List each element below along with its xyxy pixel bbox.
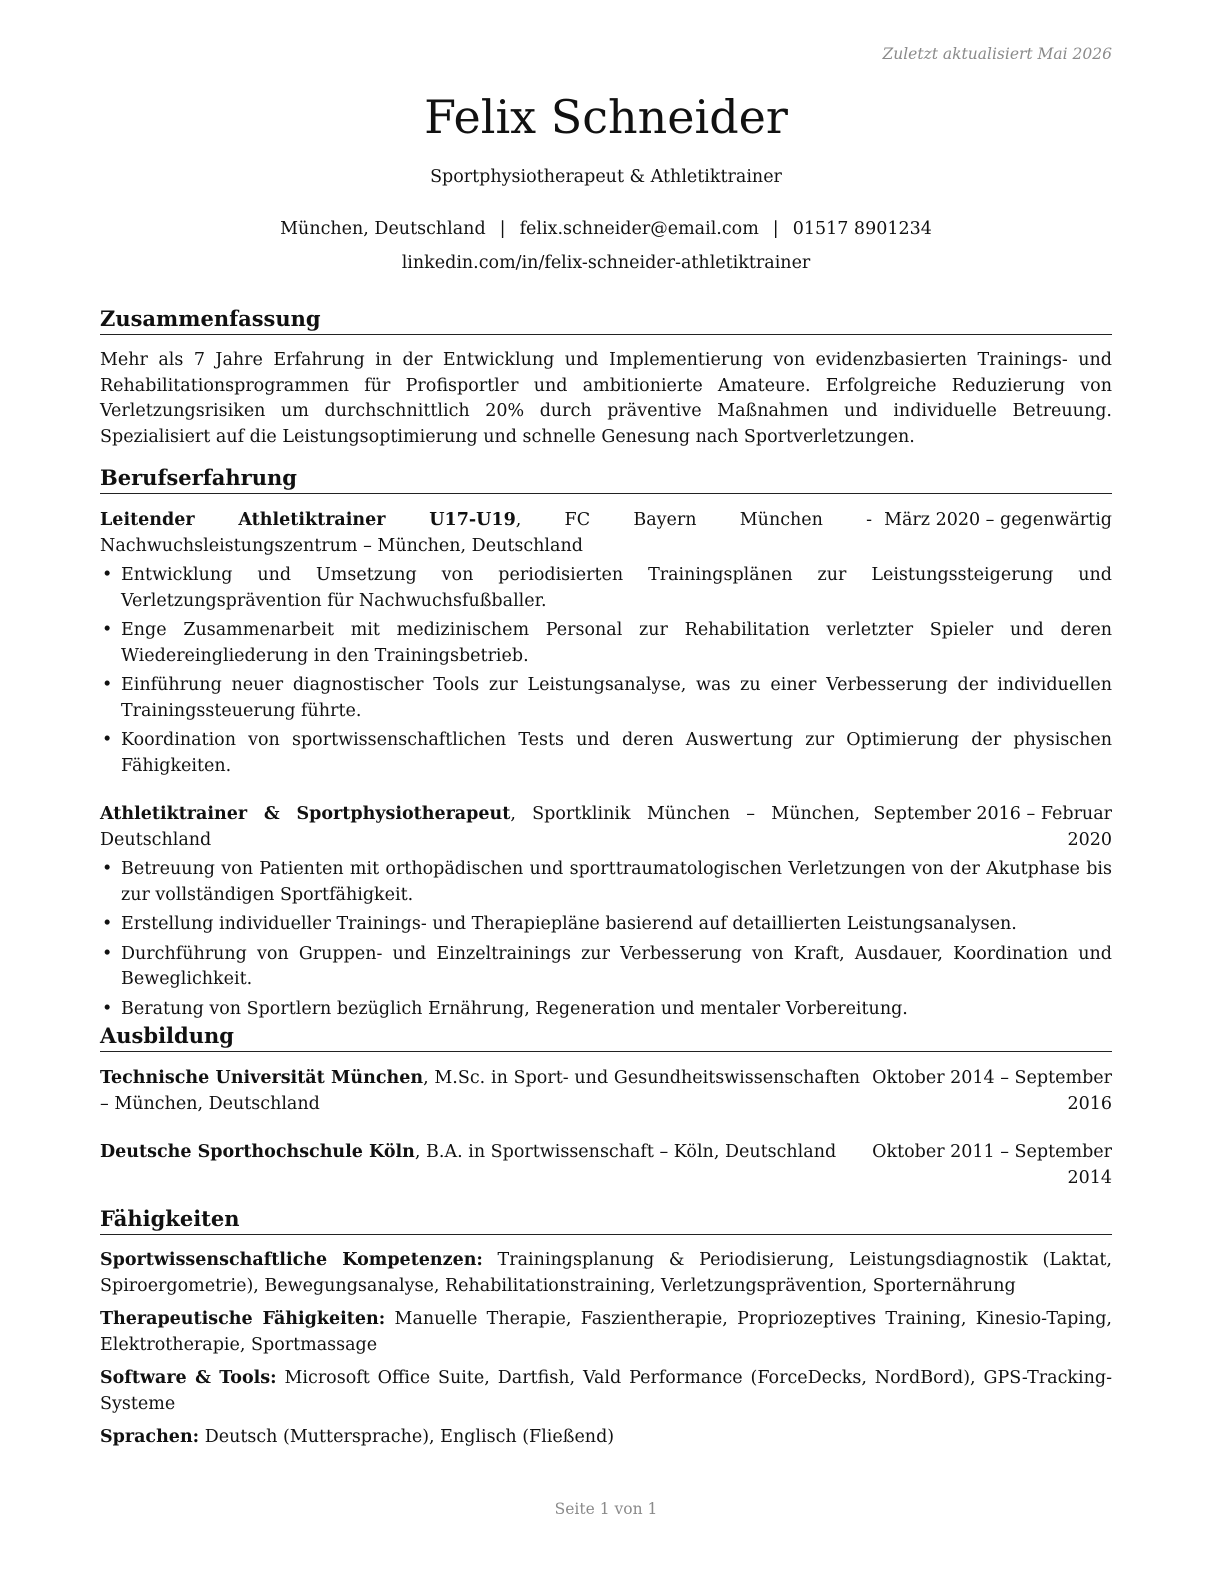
job-entry — [100, 508, 1112, 779]
section-title-skills: Fähigkeiten — [100, 1205, 1112, 1235]
page-number: Seite 1 von 1 — [554, 1500, 658, 1518]
education-entry — [100, 1140, 1112, 1191]
contact-separator: | — [772, 219, 779, 239]
phone-number: 01517 8901234 — [792, 219, 932, 239]
skill-row — [100, 1425, 1112, 1451]
contact-separator: | — [499, 219, 506, 239]
degree-detail: , M.Sc. in Sport- und Gesundheitswissenschaften – München, Deutschland — [100, 1068, 860, 1114]
section-title-education: Ausbildung — [100, 1022, 1112, 1052]
section-title-experience: Berufserfahrung — [100, 464, 1112, 494]
list-item: • Entwicklung und Umsetzung von periodisierten Trainingsplänen zur Leistungssteigerung und Verletzungsprävention für Nachwuchsfußballer. — [100, 563, 1112, 614]
experience-section — [100, 464, 1112, 1022]
skill-label: Therapeutische Fähigkeiten: — [100, 1309, 386, 1329]
skill-value: Trainingsplanung & Periodisierung, Leistungsdiagnostik (Laktat, Spiroergometrie), Bewegungsanalyse, Rehabilitationstraining, Verletzungsprävention, Sporternährung — [100, 1250, 1112, 1296]
section-title-summary: Zusammenfassung — [100, 305, 1112, 335]
skill-row — [100, 1248, 1112, 1299]
skill-row — [100, 1307, 1112, 1358]
job-role: Leitender Athletiktrainer U17-U19 — [100, 510, 516, 530]
skill-value: Deutsch (Muttersprache), Englisch (Fließend) — [199, 1427, 615, 1447]
skill-label: Sprachen: — [100, 1427, 200, 1447]
job-employer: , FC Bayern München - Nachwuchsleistungszentrum – München, Deutschland — [100, 510, 873, 556]
degree-detail: , B.A. in Sportwissenschaft – Köln, Deutschland — [414, 1142, 837, 1162]
contact-line — [100, 219, 1112, 239]
job-header — [100, 508, 1112, 559]
list-item: • Betreuung von Patienten mit orthopädischen und sporttraumatologischen Verletzungen von der Akutphase bis zur vollständigen Sportfähigkeit. — [100, 857, 1112, 908]
job-role: Athletiktrainer & Sportphysiotherapeut — [100, 804, 511, 824]
list-item: • Koordination von sportwissenschaftlichen Tests und deren Auswertung zur Optimierung der physischen Fähigkeiten. — [100, 728, 1112, 779]
job-employer: , Sportklinik München – München, Deutschland — [100, 804, 861, 850]
skill-value: Microsoft Office Suite, Dartfish, Vald Performance (ForceDecks, NordBord), GPS-Tracking-Systeme — [100, 1368, 1112, 1414]
job-title: Sportphysiotherapeut & Athletiktrainer — [430, 167, 782, 187]
list-item: • Einführung neuer diagnostischer Tools zur Leistungsanalyse, was zu einer Verbesserung der individuellen Trainingssteuerung führte. — [100, 673, 1112, 724]
job-bullets — [100, 563, 1112, 779]
list-item: • Beratung von Sportlern bezüglich Ernährung, Regeneration und mentaler Vorbereitung. — [100, 997, 1112, 1023]
job-bullets — [100, 857, 1112, 1022]
education-dates: Oktober 2014 – September 2016 — [872, 1068, 1112, 1114]
last-updated-note: Zuletzt aktualisiert Mai 2026 — [882, 45, 1112, 63]
linkedin-link[interactable]: linkedin.com/in/felix-schneider-athletiktrainer — [401, 253, 811, 273]
school-name: Technische Universität München — [100, 1068, 424, 1088]
skill-label: Sportwissenschaftliche Kompetenzen: — [100, 1250, 483, 1270]
email-link[interactable]: felix.schneider@email.com — [519, 219, 759, 239]
school-name: Deutsche Sporthochschule Köln — [100, 1142, 415, 1162]
education-section — [100, 1022, 1112, 1191]
skill-row — [100, 1366, 1112, 1417]
list-item: • Erstellung individueller Trainings- und Therapiepläne basierend auf detaillierten Leistungsanalysen. — [100, 912, 1112, 938]
skills-section — [100, 1205, 1112, 1459]
summary-section — [100, 305, 1112, 450]
skill-value: Manuelle Therapie, Faszientherapie, Propriozeptives Training, Kinesio-Taping, Elektrotherapie, Sportmassage — [100, 1309, 1112, 1355]
candidate-name: Felix Schneider — [424, 90, 788, 144]
job-entry — [100, 802, 1112, 1022]
job-dates: September 2016 – Februar 2020 — [873, 804, 1112, 850]
resume-page — [100, 0, 1112, 1584]
job-header — [100, 802, 1112, 853]
skill-label: Software & Tools: — [100, 1368, 277, 1388]
summary-text: Mehr als 7 Jahre Erfahrung in der Entwicklung und Implementierung von evidenzbasierten Trainings- und Rehabilitationsprogrammen für Profisportler und ambitionierte Amateure. Erfolgreiche Reduzierung von Verletzungsrisiken um durchschnittlich 20% durch präventive Maßnahmen und individuelle Betreuung. Spezialisiert auf die Leistungsoptimierung und schnelle Genesung nach Sportverletzungen. — [100, 350, 1112, 447]
location: München, Deutschland — [280, 219, 486, 239]
education-dates: Oktober 2011 – September 2014 — [872, 1142, 1112, 1188]
list-item: • Enge Zusammenarbeit mit medizinischem Personal zur Rehabilitation verletzter Spieler und deren Wiedereingliederung in den Trainingsbetrieb. — [100, 618, 1112, 669]
education-entry — [100, 1066, 1112, 1117]
job-dates: März 2020 – gegenwärtig — [884, 510, 1112, 530]
list-item: • Durchführung von Gruppen- und Einzeltrainings zur Verbesserung von Kraft, Ausdauer, Koordination und Beweglichkeit. — [100, 942, 1112, 993]
